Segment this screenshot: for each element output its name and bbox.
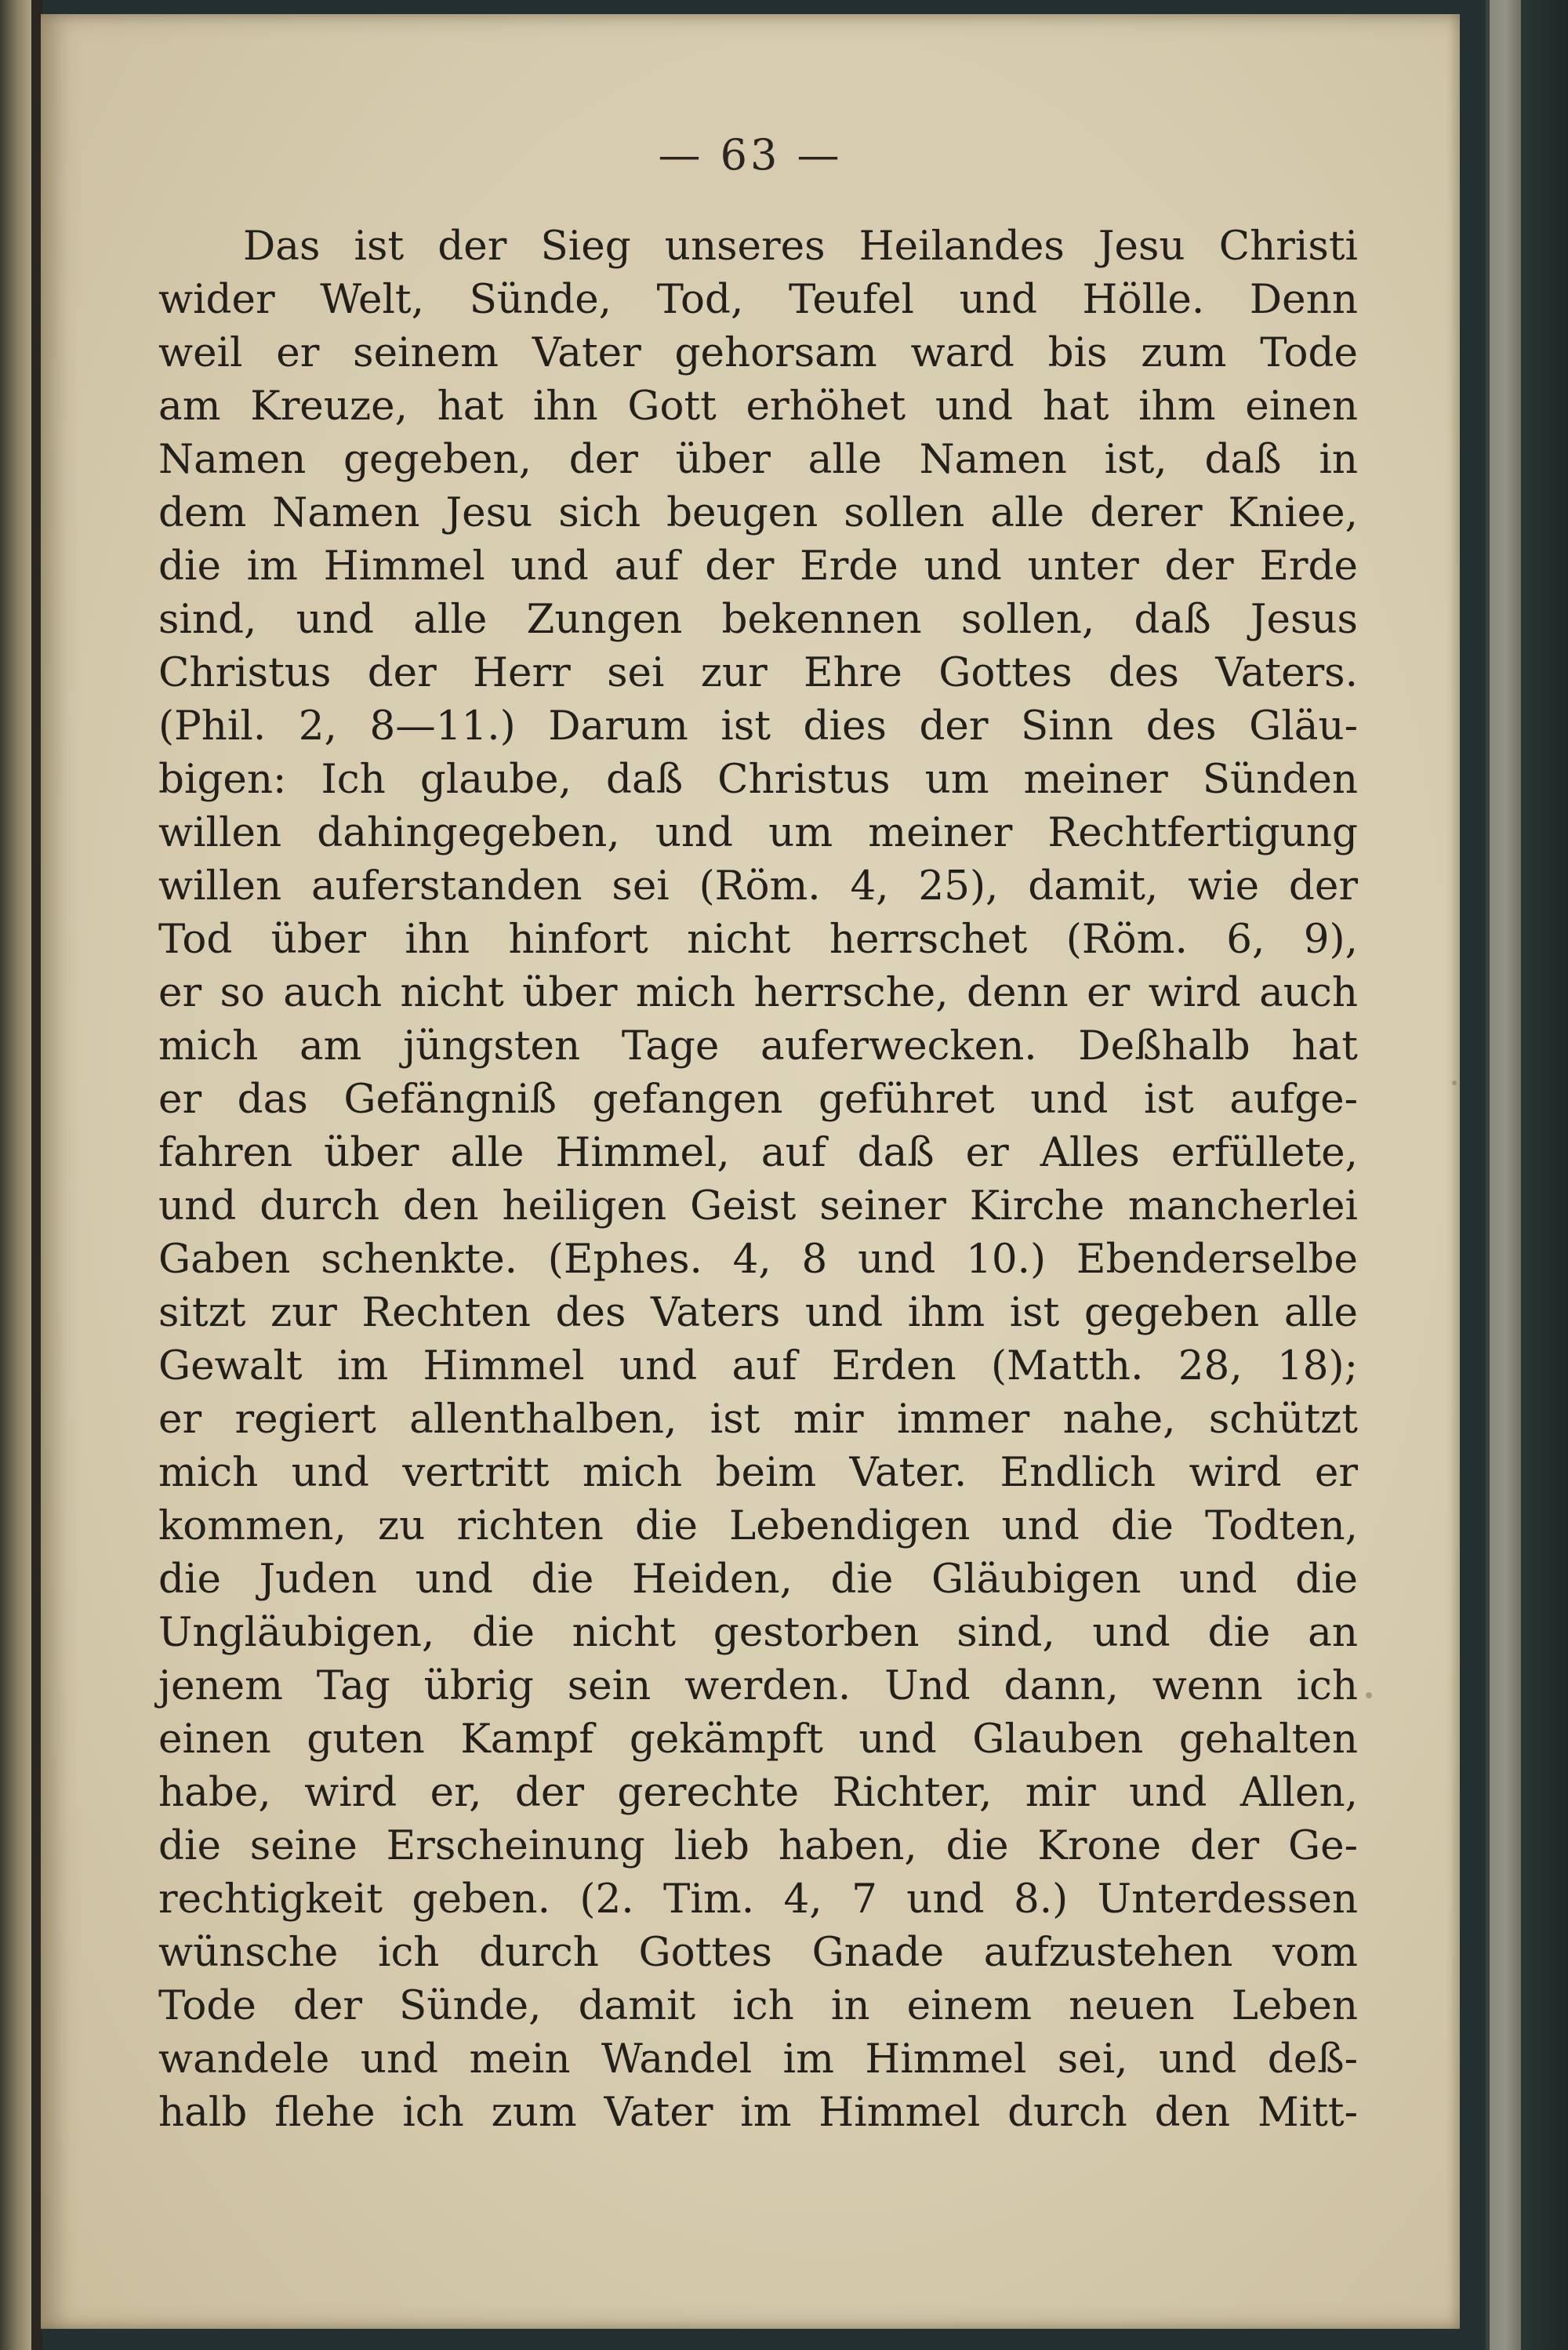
page-number: — 63 — bbox=[658, 130, 843, 180]
text-line: sind, und alle Zungen bekennen sollen, daß Jesus bbox=[158, 596, 1358, 643]
paper-speck bbox=[1366, 1692, 1372, 1698]
text-line: Ungläubigen, die nicht gestorben sind, und die an bbox=[158, 1609, 1358, 1656]
text-line: wider Welt, Sünde, Tod, Teufel und Hölle. Denn bbox=[158, 276, 1358, 323]
text-line: kommen, zu richten die Lebendigen und die Todten, bbox=[158, 1502, 1358, 1549]
text-line: halb flehe ich zum Vater im Himmel durch den Mitt- bbox=[158, 2089, 1358, 2136]
text-line: er das Gefängniß gefangen geführet und ist aufge- bbox=[158, 1076, 1358, 1123]
text-line: Tod über ihn hinfort nicht herrschet (Röm. 6, 9), bbox=[158, 916, 1358, 963]
text-line: weil er seinem Vater gehorsam ward bis zum Tode bbox=[158, 329, 1358, 376]
text-line: am Kreuze, hat ihn Gott erhöhet und hat ihm einen bbox=[158, 383, 1358, 430]
text-line: er regiert allenthalben, ist mir immer nahe, schützt bbox=[158, 1396, 1358, 1443]
text-line: bigen: Ich glaube, daß Christus um meiner Sünden bbox=[158, 756, 1358, 803]
text-line: einen guten Kampf gekämpft und Glauben gehalten bbox=[158, 1716, 1358, 1763]
text-line: die im Himmel und auf der Erde und unter der Erde bbox=[158, 543, 1358, 590]
cover-corner-wear bbox=[1490, 0, 1521, 2350]
text-line: Namen gegeben, der über alle Namen ist, daß in bbox=[158, 436, 1358, 483]
text-line: wandele und mein Wandel im Himmel sei, und deß- bbox=[158, 2036, 1358, 2083]
book-page bbox=[41, 14, 1460, 2329]
text-line: (Phil. 2, 8—11.) Darum ist dies der Sinn des Gläu- bbox=[158, 703, 1358, 750]
page-body-text bbox=[158, 220, 1358, 2139]
text-line: willen dahingegeben, und um meiner Rechtfertigung bbox=[158, 809, 1358, 856]
text-line: Gaben schenkte. (Ephes. 4, 8 und 10.) Ebenderselbe bbox=[158, 1236, 1358, 1283]
text-line: rechtigkeit geben. (2. Tim. 4, 7 und 8.) Unterdessen bbox=[158, 1876, 1358, 1923]
text-line: und durch den heiligen Geist seiner Kirche mancherlei bbox=[158, 1182, 1358, 1229]
text-line: wünsche ich durch Gottes Gnade aufzustehen vom bbox=[158, 1929, 1358, 1976]
text-line: Tode der Sünde, damit ich in einem neuen Leben bbox=[158, 1982, 1358, 2029]
text-line: habe, wird er, der gerechte Richter, mir und Allen, bbox=[158, 1769, 1358, 1816]
text-line: die seine Erscheinung lieb haben, die Krone der Ge- bbox=[158, 1822, 1358, 1869]
text-line: mich am jüngsten Tage auferwecken. Deßhalb hat bbox=[158, 1022, 1358, 1070]
text-line: sitzt zur Rechten des Vaters und ihm ist gegeben alle bbox=[158, 1289, 1358, 1336]
text-line: Christus der Herr sei zur Ehre Gottes des Vaters. bbox=[158, 649, 1358, 696]
text-line: Das ist der Sieg unseres Heilandes Jesu Christi bbox=[243, 223, 1358, 270]
text-line: dem Namen Jesu sich beugen sollen alle derer Kniee, bbox=[158, 489, 1358, 536]
text-line: die Juden und die Heiden, die Gläubigen und die bbox=[158, 1556, 1358, 1603]
text-line: er so auch nicht über mich herrsche, denn er wird auch bbox=[158, 969, 1358, 1016]
text-line: jenem Tag übrig sein werden. Und dann, wenn ich bbox=[158, 1662, 1358, 1709]
text-line: mich und vertritt mich beim Vater. Endlich wird er bbox=[158, 1449, 1358, 1496]
text-line: fahren über alle Himmel, auf daß er Alles erfüllete, bbox=[158, 1129, 1358, 1176]
text-line: willen auferstanden sei (Röm. 4, 25), damit, wie der bbox=[158, 863, 1358, 910]
left-page-edge bbox=[0, 0, 34, 2350]
paper-speck bbox=[1452, 1081, 1457, 1085]
text-line: Gewalt im Himmel und auf Erden (Matth. 28, 18); bbox=[158, 1342, 1358, 1389]
